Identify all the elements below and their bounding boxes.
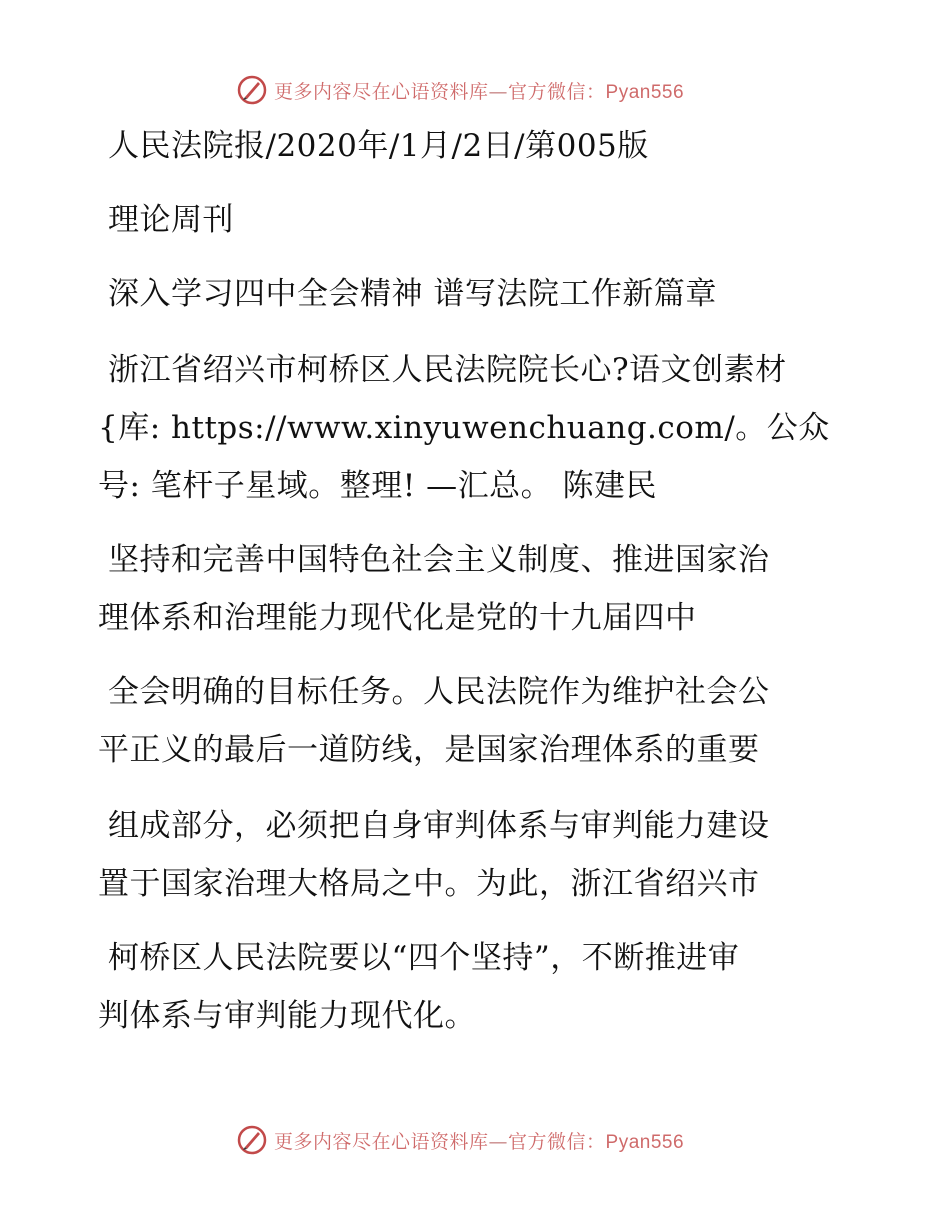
article-title: 深入学习四中全会精神 谱写法院工作新篇章 <box>108 276 717 312</box>
byline-line: {库: https://www.xinyuwenchuang.com/。公众 <box>98 410 830 446</box>
body-line: 平正义的最后一道防线，是国家治理体系的重要 <box>98 732 760 768</box>
body-line: 组成部分，必须把自身审判体系与审判能力建设 <box>108 808 770 844</box>
watermark-text: 更多内容尽在心语资料库 <box>274 80 489 103</box>
watermark-label: 官方微信： <box>508 1130 606 1153</box>
watermark-account: Pyan556 <box>605 1131 685 1153</box>
body-line: 置于国家治理大格局之中。为此，浙江省绍兴市 <box>98 866 760 902</box>
byline-line: 浙江省绍兴市柯桥区人民法院院长心?语文创素材 <box>108 352 787 388</box>
article-source: 人民法院报/2020年/1月/2日/第005版 <box>108 128 649 164</box>
watermark-text: 更多内容尽在心语资料库 <box>274 1130 489 1153</box>
body-line: 全会明确的目标任务。人民法院作为维护社会公 <box>108 674 770 710</box>
footer-watermark <box>236 1122 716 1158</box>
body-line: 判体系与审判能力现代化。 <box>98 998 476 1034</box>
byline-line: 号: 笔杆子星域。整理! —汇总。 陈建民 <box>98 468 657 504</box>
watermark-dash: — <box>488 80 509 103</box>
body-line: 理体系和治理能力现代化是党的十九届四中 <box>98 600 697 636</box>
header-watermark <box>236 72 716 108</box>
quill-logo-icon <box>236 1124 268 1156</box>
watermark-label: 官方微信： <box>508 80 606 103</box>
article-column: 理论周刊 <box>108 202 234 238</box>
watermark-dash: — <box>488 1130 509 1153</box>
quill-logo-icon <box>236 74 268 106</box>
body-line: 坚持和完善中国特色社会主义制度、推进国家治 <box>108 542 770 578</box>
watermark-account: Pyan556 <box>605 81 685 103</box>
body-line: 柯桥区人民法院要以“四个坚持”，不断推进审 <box>108 940 740 976</box>
